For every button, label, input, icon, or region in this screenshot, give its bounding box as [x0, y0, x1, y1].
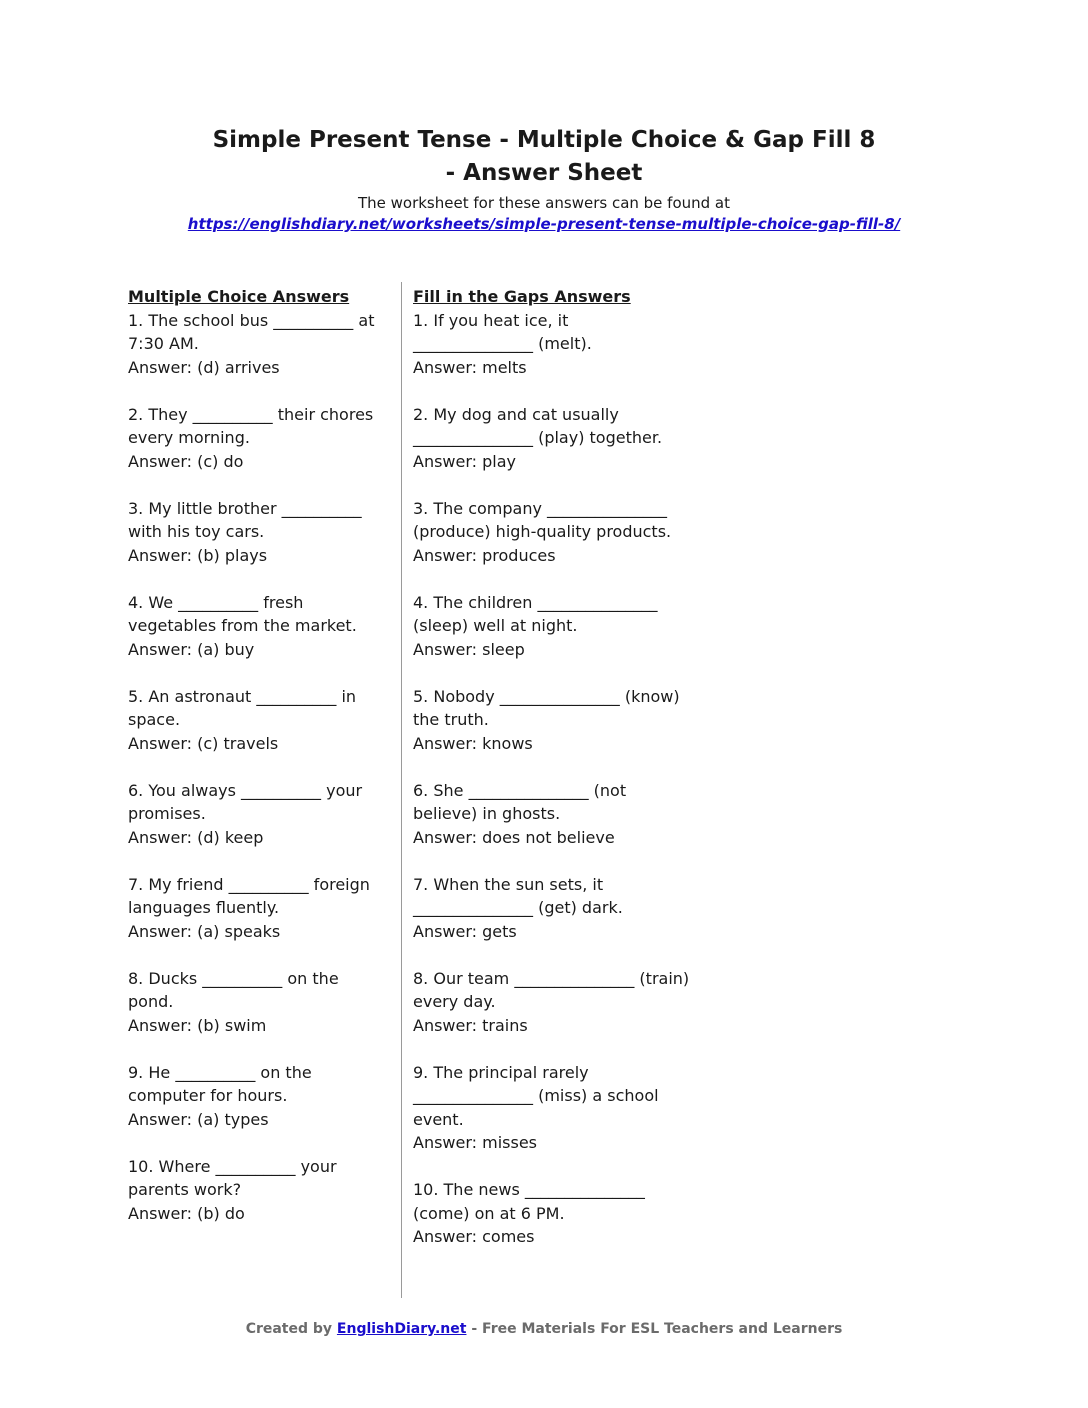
- worksheet-link-row: [0, 213, 1088, 235]
- footer-link[interactable]: EnglishDiary.net: [336, 1321, 467, 1337]
- title-line-1: Simple Present Tense - Multiple Choice & Gap Fill 8: [212, 127, 876, 153]
- page-title: [200, 124, 888, 190]
- gap-answer: Answer: knows: [413, 733, 533, 753]
- mc-answer-8: [128, 967, 388, 1038]
- worksheet-link[interactable]: https://englishdiary.net/worksheets/simple-present-tense-multiple-choice-gap-fill-8/: [187, 215, 901, 233]
- mc-question: 3. My little brother __________ with his toy cars.: [128, 498, 362, 541]
- footer-prefix: Created by: [245, 1321, 333, 1337]
- subtitle: The worksheet for these answers can be found at: [357, 194, 731, 212]
- gap-answer: Answer: comes: [413, 1227, 535, 1246]
- gap-question: 8. Our team _______________ (train) every day.: [413, 968, 690, 1011]
- title-line-2: - Answer Sheet: [445, 160, 643, 186]
- mc-answer-1: [128, 309, 388, 380]
- mc-answer: Answer: (c) travels: [128, 733, 279, 753]
- gap-answer: Answer: melts: [413, 357, 527, 377]
- mc-answer-3: [128, 497, 388, 568]
- mc-question: 7. My friend __________ foreign languages fluently.: [128, 874, 370, 917]
- mc-answer: Answer: (d) keep: [128, 827, 264, 847]
- mc-answer-6: [128, 779, 388, 850]
- mc-answer: Answer: (b) swim: [128, 1015, 267, 1035]
- gap-answer-7: [413, 873, 693, 944]
- mc-question: 2. They __________ their chores every morning.: [128, 404, 374, 447]
- gap-answer-9: [413, 1061, 693, 1155]
- gap-question: 5. Nobody _______________ (know) the truth.: [413, 686, 680, 729]
- mc-question: 9. He __________ on the computer for hours.: [128, 1062, 312, 1105]
- mc-answer: Answer: (d) arrives: [128, 357, 280, 377]
- gap-question: 10. The news _______________ (come) on at 6 PM.: [413, 1180, 645, 1223]
- gap-answer-6: [413, 779, 693, 850]
- footer-suffix: - Free Materials For ESL Teachers and Learners: [471, 1321, 843, 1337]
- mc-answer: Answer: (b) plays: [128, 545, 268, 565]
- mc-answer-4: [128, 591, 388, 662]
- gap-answer-10: [413, 1178, 693, 1249]
- mc-question: 8. Ducks __________ on the pond.: [128, 968, 339, 1011]
- gap-answer-5: [413, 685, 693, 756]
- gap-answer: Answer: trains: [413, 1015, 528, 1035]
- mc-answer: Answer: (b) do: [128, 1203, 245, 1223]
- gap-question: 4. The children _______________ (sleep) well at night.: [413, 592, 658, 635]
- mc-answer: Answer: (a) speaks: [128, 921, 281, 941]
- mc-question: 4. We __________ fresh vegetables from the market.: [128, 592, 357, 635]
- gap-answer-1: [413, 309, 693, 380]
- gap-question: 7. When the sun sets, it _______________ (get) dark.: [413, 874, 623, 917]
- gap-answer: Answer: does not believe: [413, 827, 615, 847]
- fill-gaps-column: [413, 285, 693, 1272]
- gap-answer-3: [413, 497, 693, 568]
- mc-answer: Answer: (a) types: [128, 1109, 269, 1129]
- gap-answer: Answer: play: [413, 451, 516, 471]
- mc-question: 5. An astronaut __________ in space.: [128, 686, 357, 729]
- mc-question: 10. Where __________ your parents work?: [128, 1156, 337, 1199]
- gap-question: 1. If you heat ice, it _______________ (melt).: [413, 310, 592, 353]
- gap-question: 3. The company _______________ (produce) high-quality products.: [413, 498, 672, 541]
- multiple-choice-column: [128, 285, 388, 1249]
- mc-question: 1. The school bus __________ at 7:30 AM.: [128, 310, 375, 353]
- gap-answer-4: [413, 591, 693, 662]
- mc-question: 6. You always __________ your promises.: [128, 780, 363, 823]
- mc-answer-9: [128, 1061, 388, 1132]
- mc-answer-7: [128, 873, 388, 944]
- mc-answer: Answer: (a) buy: [128, 639, 255, 659]
- footer: [0, 1321, 1088, 1337]
- gap-question: 2. My dog and cat usually _______________ (play) together.: [413, 404, 663, 447]
- gap-answer-8: [413, 967, 693, 1038]
- mc-answer-5: [128, 685, 388, 756]
- gap-answer: Answer: produces: [413, 545, 556, 565]
- gap-question: 9. The principal rarely _______________ (miss) a school event.: [413, 1062, 659, 1129]
- gap-answer: Answer: misses: [413, 1133, 538, 1152]
- mc-answer-2: [128, 403, 388, 474]
- multiple-choice-heading: Multiple Choice Answers: [128, 287, 350, 306]
- fill-gaps-heading: Fill in the Gaps Answers: [413, 287, 631, 306]
- column-divider: [401, 282, 402, 1298]
- gap-answer-2: [413, 403, 693, 474]
- mc-answer: Answer: (c) do: [128, 451, 244, 471]
- gap-question: 6. She _______________ (not believe) in ghosts.: [413, 780, 627, 823]
- gap-answer: Answer: sleep: [413, 639, 525, 659]
- gap-answer: Answer: gets: [413, 921, 517, 941]
- mc-answer-10: [128, 1155, 388, 1226]
